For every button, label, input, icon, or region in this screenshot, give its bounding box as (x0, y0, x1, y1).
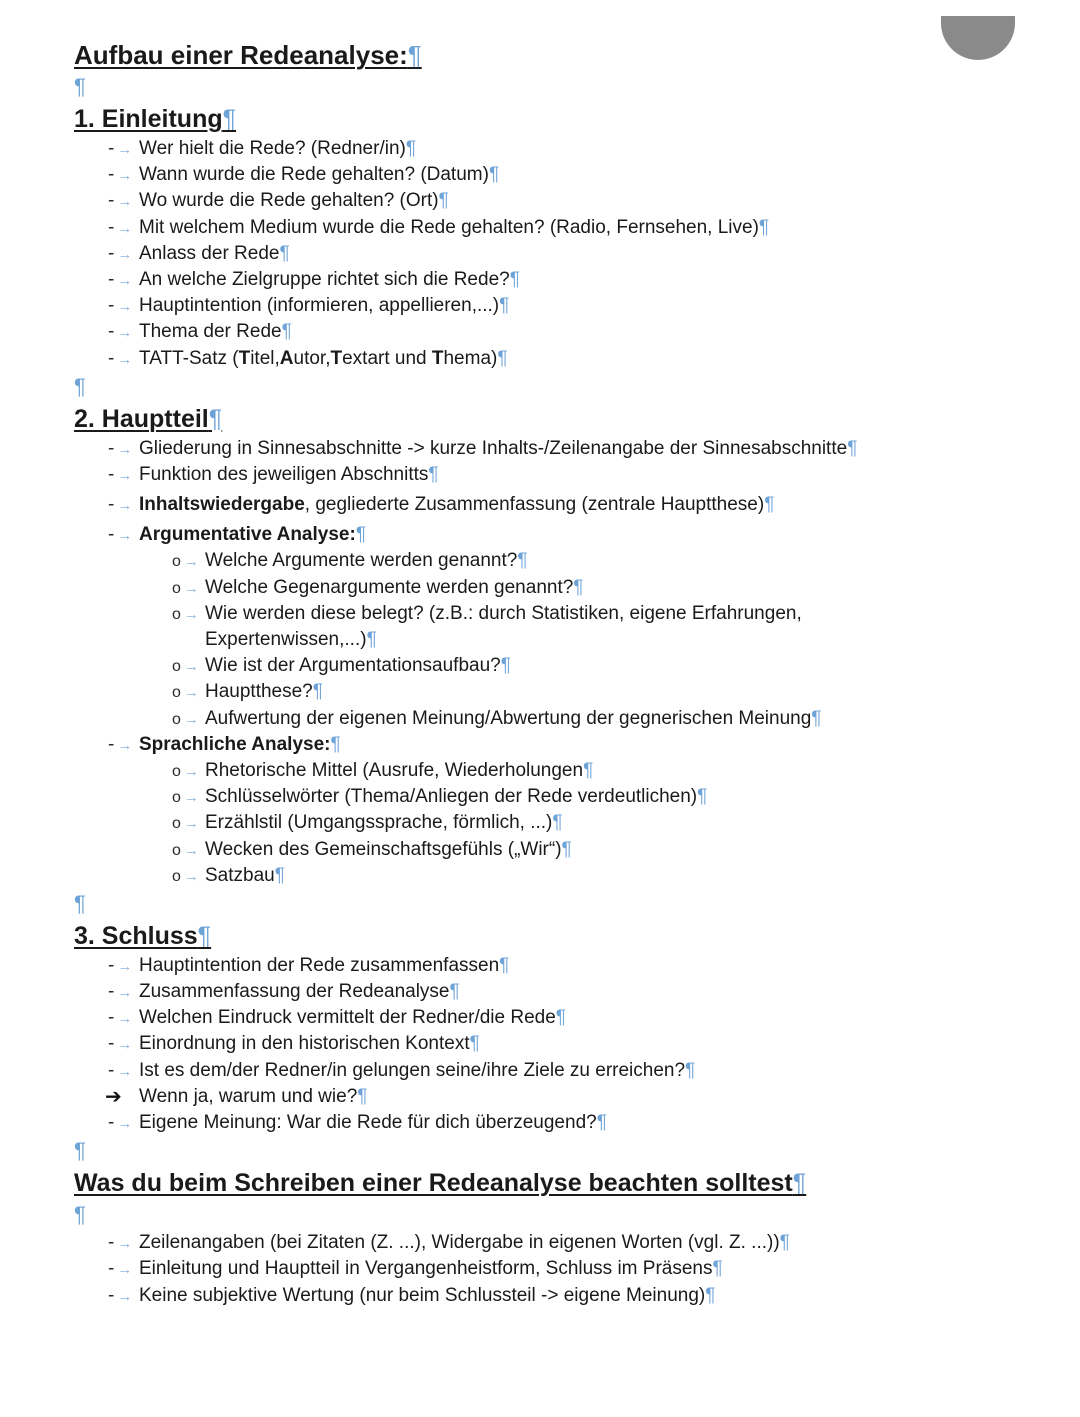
hauptteil-list (74, 436, 1034, 549)
section-heading-beachten: Was du beim Schreiben einer Redeanalyse beachten solltest¶ (74, 1169, 807, 1198)
inhaltswiedergabe-item: - → Inhaltswiedergabe, gegliederte Zusammenfassung (zentrale Hauptthese)¶ (108, 494, 775, 516)
sublist-item: o → Welche Argumente werden genannt?¶ (172, 550, 528, 572)
sublist-item: o → Wie werden diese belegt? (z.B.: durch Statistiken, eigene Erfahrungen, (172, 602, 802, 624)
list-item: - → Zusammenfassung der Redeanalyse¶ (108, 981, 460, 1003)
list-item: - → Wann wurde die Rede gehalten? (Datum)¶ (108, 164, 500, 186)
list-item: - → Welchen Eindruck vermittelt der Redner/die Rede¶ (108, 1007, 567, 1029)
pilcrow-mark: ¶ (74, 890, 86, 916)
schluss-list (74, 953, 1034, 1084)
sublist-item: o → Erzählstil (Umgangssprache, förmlich, ...)¶ (172, 812, 563, 834)
document-page (74, 38, 1034, 1309)
section-heading-hauptteil: 2. Hauptteil¶ (74, 404, 223, 433)
list-item: - → Keine subjektive Wertung (nur beim Schlussteil -> eigene Meinung)¶ (108, 1284, 716, 1306)
list-item: - → Wo wurde die Rede gehalten? (Ort)¶ (108, 190, 449, 212)
argumentative-analyse-item: - → Argumentative Analyse:¶ (108, 524, 367, 546)
sublist-item: o → Satzbau¶ (172, 864, 285, 886)
list-item: - → Funktion des jeweiligen Abschnitts¶ (108, 463, 439, 485)
list-item: - → Gliederung in Sinnesabschnitte -> kurze Inhalts-/Zeilenangabe der Sinnesabschnitte¶ (108, 437, 858, 459)
pilcrow-mark: ¶ (74, 373, 86, 399)
sublist-item: o → Wecken des Gemeinschaftsgefühls („Wir“)¶ (172, 838, 572, 860)
section-heading-schluss: 3. Schluss¶ (74, 921, 212, 950)
sublist-item: o → Aufwertung der eigenen Meinung/Abwertung der gegnerischen Meinung¶ (172, 707, 822, 729)
followup-item: ➔ Wenn ja, warum und wie?¶ (105, 1085, 368, 1108)
page-title: Aufbau einer Redeanalyse:¶ (74, 40, 422, 70)
einleitung-list (74, 136, 1034, 372)
list-item: - → An welche Zielgruppe richtet sich die Rede?¶ (108, 268, 520, 290)
list-item: - → Zeilenangaben (bei Zitaten (Z. ...), Widergabe in eigenen Worten (vgl. Z. ...))¶ (108, 1232, 790, 1254)
argumentative-sublist (74, 548, 1034, 731)
sublist-item: o → Rhetorische Mittel (Ausrufe, Wiederholungen¶ (172, 759, 594, 781)
section-heading-einleitung: 1. Einleitung¶ (74, 105, 237, 133)
sublist-item-continuation: Expertenwissen,...)¶ (205, 629, 377, 650)
sublist-item: o → Welche Gegenargumente werden genannt?¶ (172, 576, 584, 598)
pilcrow-mark: ¶ (74, 1138, 86, 1164)
bold-arrow-icon: ➔ (105, 1085, 122, 1108)
sublist-item: o → Hauptthese?¶ (172, 681, 323, 703)
pilcrow-mark: ¶ (74, 1202, 86, 1228)
beachten-list (74, 1230, 1034, 1309)
list-item: - → Mit welchem Medium wurde die Rede gehalten? (Radio, Fernsehen, Live)¶ (108, 216, 770, 238)
list-item: - → Einleitung und Hauptteil in Vergangenheistform, Schluss im Präsens¶ (108, 1258, 723, 1280)
pilcrow-mark: ¶ (74, 74, 86, 99)
tatt-satz-item: - → TATT-Satz (Titel,Autor,Textart und Thema)¶ (108, 347, 508, 369)
sublist-item: o → Schlüsselwörter (Thema/Anliegen der Rede verdeutlichen)¶ (172, 786, 708, 808)
list-item: - → Eigene Meinung: War die Rede für dich überzeugend?¶ (108, 1112, 607, 1133)
list-item: - → Hauptintention der Rede zusammenfassen¶ (108, 954, 510, 976)
list-item: - → Wer hielt die Rede? (Redner/in)¶ (108, 138, 417, 159)
sublist-item: o → Wie ist der Argumentationsaufbau?¶ (172, 655, 511, 677)
sprachliche-analyse-item: - → Sprachliche Analyse:¶ (108, 733, 341, 755)
list-item: - → Thema der Rede¶ (108, 321, 292, 343)
list-item: - → Anlass der Rede¶ (108, 242, 290, 264)
list-item: - → Einordnung in den historischen Kontext¶ (108, 1033, 480, 1055)
list-item: - → Ist es dem/der Redner/in gelungen seine/ihre Ziele zu erreichen?¶ (108, 1059, 696, 1081)
sprachliche-sublist (74, 758, 1034, 889)
list-item: - → Hauptintention (informieren, appellieren,...)¶ (108, 295, 510, 317)
